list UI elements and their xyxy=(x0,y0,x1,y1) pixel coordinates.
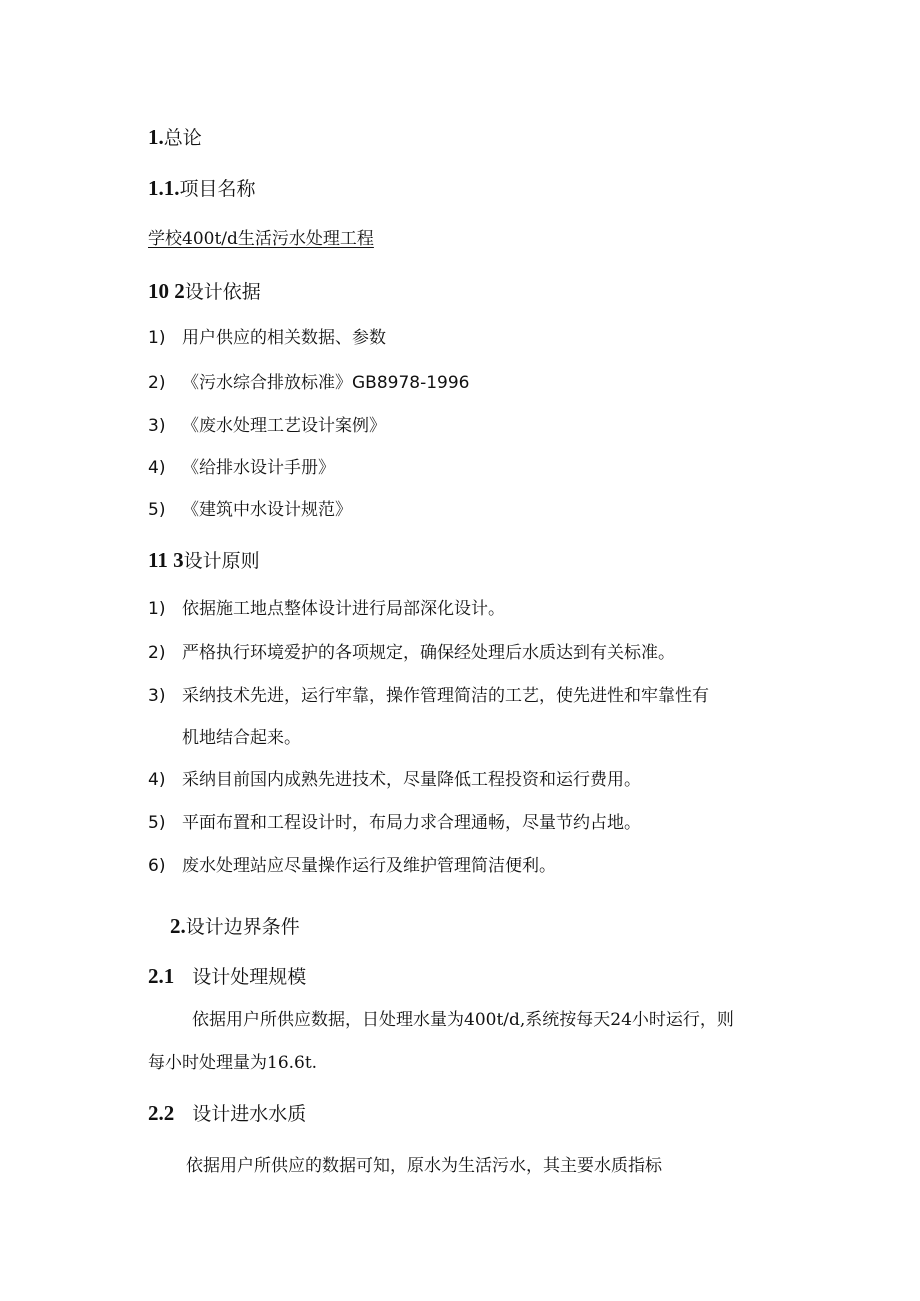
principle-item-text: 采纳目前国内成熟先进技术，尽量降低工程投资和运行费用。 xyxy=(182,770,641,790)
principle-item-1 xyxy=(148,601,505,618)
scale-paragraph-line-2: 每小时处理量为16.6t. xyxy=(148,1053,318,1073)
section-1-title: 总论 xyxy=(163,127,202,149)
principle-item-number: 3) xyxy=(148,686,166,706)
basis-item-text: 《污水综合排放标准》GB8978-1996 xyxy=(182,373,470,393)
section-1-heading xyxy=(148,127,202,148)
section-1-3-title: 设计原则 xyxy=(183,550,260,572)
basis-item-number: 4) xyxy=(148,458,166,478)
section-1-1-title: 项目名称 xyxy=(179,178,256,200)
principle-item-text: 废水处理站应尽量操作运行及维护管理简洁便利。 xyxy=(182,856,556,876)
basis-item-number: 5) xyxy=(148,500,166,520)
section-2-1-number: 2.1 xyxy=(148,964,175,988)
principle-item-number: 6) xyxy=(148,856,166,876)
principle-item-text: 严格执行环境爱护的各项规定，确保经处理后水质达到有关标准。 xyxy=(182,643,675,663)
section-1-number: 1. xyxy=(148,125,164,149)
section-1-2-number: 10 2 xyxy=(148,279,185,303)
principle-item-6 xyxy=(148,858,556,875)
basis-item-1 xyxy=(148,330,386,347)
section-2-2-number: 2.2 xyxy=(148,1101,175,1125)
section-2-2-title: 设计进水水质 xyxy=(192,1103,307,1125)
section-1-3-number: 11 3 xyxy=(148,548,184,572)
basis-item-number: 3) xyxy=(148,416,166,436)
principle-item-3 xyxy=(148,688,709,705)
principle-item-number: 4) xyxy=(148,770,166,790)
basis-item-2 xyxy=(148,375,470,392)
section-2-title: 设计边界条件 xyxy=(185,916,300,938)
section-1-2-title: 设计依据 xyxy=(184,281,261,303)
basis-item-text: 《给排水设计手册》 xyxy=(182,458,335,478)
section-2-1-title: 设计处理规模 xyxy=(192,966,307,988)
section-2-heading xyxy=(170,916,300,937)
principle-item-4 xyxy=(148,772,641,789)
section-1-3-heading xyxy=(148,550,260,571)
principle-item-3-continued: 机地结合起来。 xyxy=(182,728,301,748)
principle-item-number: 1) xyxy=(148,599,166,619)
section-2-number: 2. xyxy=(170,914,186,938)
principle-item-number: 5) xyxy=(148,813,166,833)
section-2-2-heading xyxy=(148,1103,306,1124)
basis-item-text: 《废水处理工艺设计案例》 xyxy=(182,416,386,436)
basis-item-4 xyxy=(148,460,335,477)
section-1-1-number: 1.1. xyxy=(148,176,180,200)
section-2-1-heading xyxy=(148,966,306,987)
basis-item-3 xyxy=(148,418,386,435)
principle-item-2 xyxy=(148,645,675,662)
principle-item-number: 2) xyxy=(148,643,166,663)
principle-item-5 xyxy=(148,815,641,832)
section-1-2-heading xyxy=(148,281,261,302)
basis-item-text: 用户供应的相关数据、参数 xyxy=(182,328,386,348)
basis-item-number: 1) xyxy=(148,328,166,348)
basis-item-text: 《建筑中水设计规范》 xyxy=(182,500,352,520)
principle-item-text: 采纳技术先进，运行牢靠，操作管理简洁的工艺，使先进性和牢靠性有 xyxy=(182,686,709,706)
scale-paragraph-line-1: 依据用户所供应数据，日处理水量为400t/d,系统按每天24小时运行，则 xyxy=(192,1010,734,1030)
basis-item-number: 2) xyxy=(148,373,166,393)
principle-item-text: 依据施工地点整体设计进行局部深化设计。 xyxy=(182,599,505,619)
principle-item-text: 平面布置和工程设计时，布局力求合理通畅，尽量节约占地。 xyxy=(182,813,641,833)
basis-item-5 xyxy=(148,502,352,519)
quality-paragraph: 依据用户所供应的数据可知，原水为生活污水，其主要水质指标 xyxy=(186,1156,662,1176)
section-1-1-heading xyxy=(148,178,256,199)
project-name: 学校400t/d生活污水处理工程 xyxy=(148,229,374,249)
